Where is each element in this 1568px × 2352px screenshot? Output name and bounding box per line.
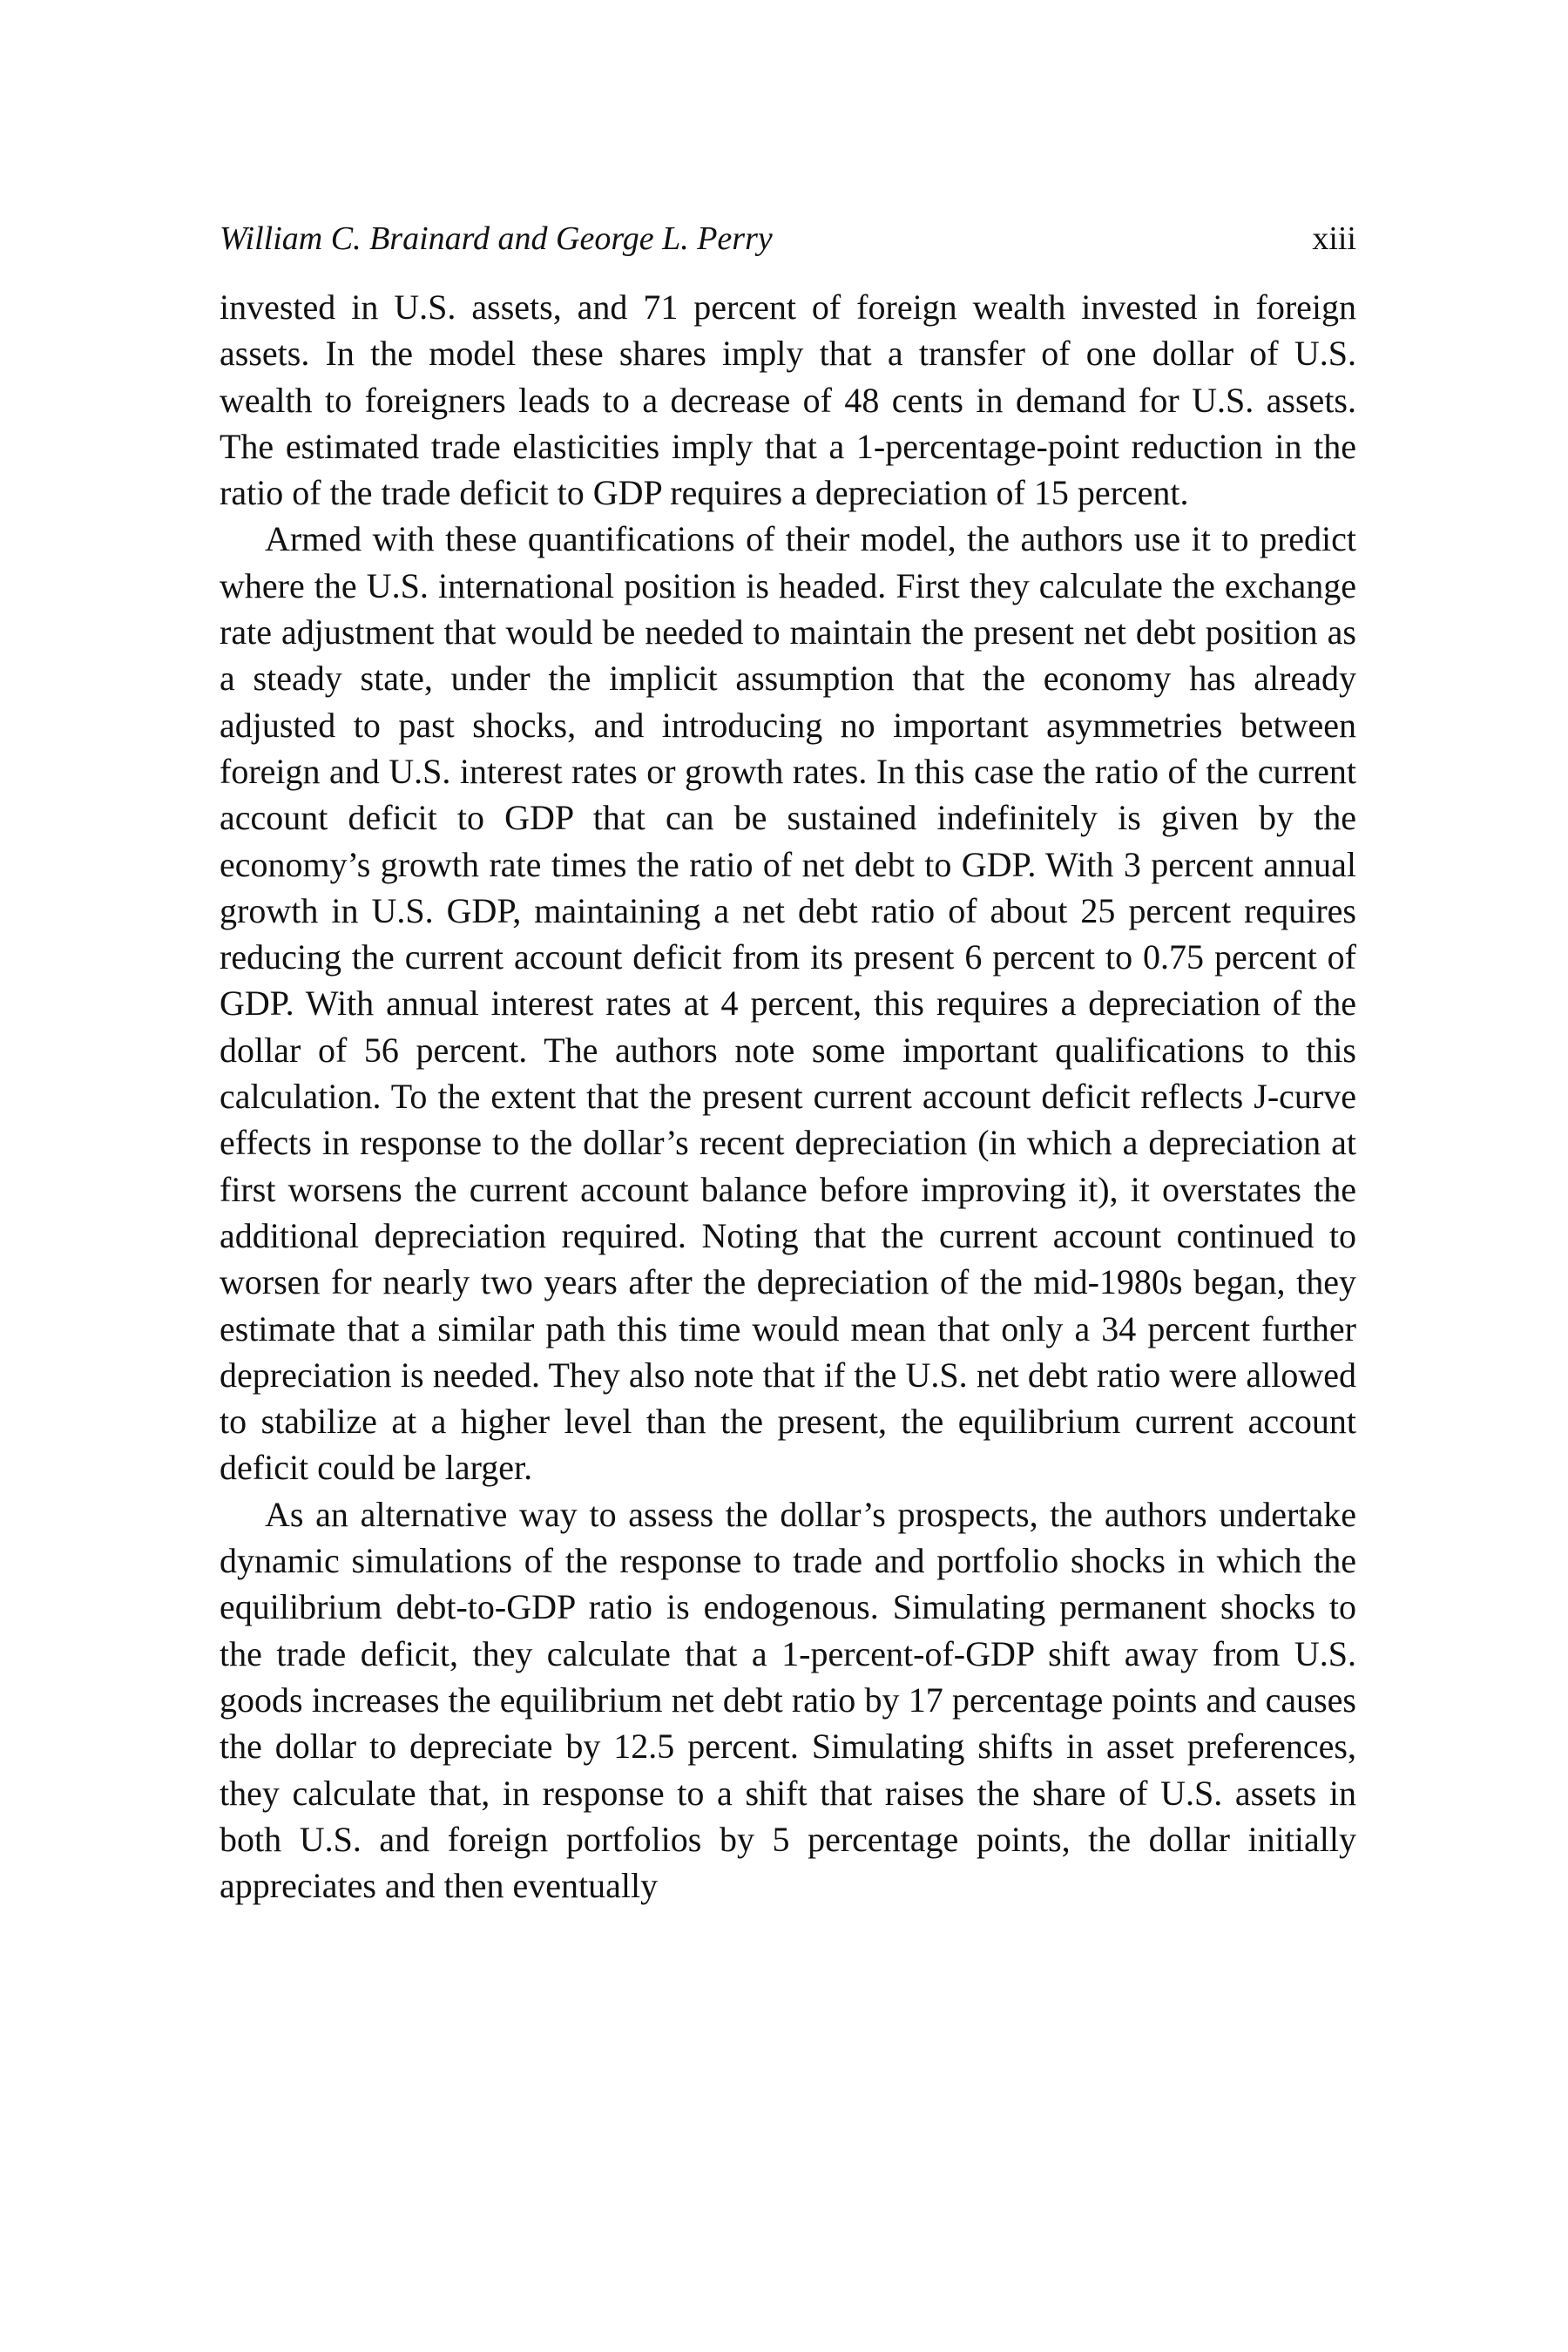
paragraph-continued: invested in U.S. assets, and 71 percent of foreign wealth invested in foreign assets. In the model these shares imply that a transfer of one dollar of U.S. wealth to foreigners leads to a decrease of 48 cents in demand for U.S. assets. The estimated trade elasticities imply that a 1-percentage-point reduction in the ratio of the trade deficit to GDP requires a depreciation of 15 percent. <box>220 287 1356 513</box>
running-head-authors: William C. Brainard and George L. Perry <box>220 220 773 257</box>
running-head <box>220 213 1356 265</box>
body-text <box>220 284 1356 1909</box>
paragraph-steady-state-calculation: Armed with these quantifications of their model, the authors use it to predict where the U.S. international position is headed. First they calculate the exchange rate adjustment that would be needed to maintain the present net debt position as a steady state, under the implicit assumption that the economy has already adjusted to past shocks, and introducing no important asymmetries between foreign and U.S. interest rates or growth rates. In this case the ratio of the current account deficit to GDP that can be sustained indefinitely is given by the economy’s growth rate times the ratio of net debt to GDP. With 3 percent annual growth in U.S. GDP, maintaining a net debt ratio of about 25 percent requires reducing the current account deficit from its present 6 percent to 0.75 percent of GDP. With annual interest rates at 4 percent, this requires a depreciation of the dollar of 56 percent. The authors note some important qualifications to this calculation. To the extent that the present current account deficit reflects J-curve effects in response to the dollar’s recent depreciation (in which a depreciation at first worsens the current account balance before improving it), it overstates the additional depreciation required. Noting that the current account continued to worsen for nearly two years after the depreciation of the mid-1980s began, they estimate that a similar path this time would mean that only a 34 percent further depreciation is needed. They also note that if the U.S. net debt ratio were allowed to stabilize at a higher level than the present, the equilibrium current account deficit could be larger. <box>220 519 1356 1488</box>
paragraph-dynamic-simulations: As an alternative way to assess the dollar’s prospects, the authors undertake dynamic simulations of the response to trade and portfolio shocks in which the equilibrium debt-to-GDP ratio is endogenous. Simulating permanent shocks to the trade deficit, they calculate that a 1-percent-of-GDP shift away from U.S. goods increases the equilibrium net debt ratio by 17 percentage points and causes the dollar to depreciate by 12.5 percent. Simulating shifts in asset preferences, they calculate that, in response to a shift that raises the share of U.S. assets in both U.S. and foreign portfolios by 5 percentage points, the dollar initially appreciates and then eventually <box>220 1494 1356 1906</box>
page-number: xiii <box>1312 220 1356 257</box>
